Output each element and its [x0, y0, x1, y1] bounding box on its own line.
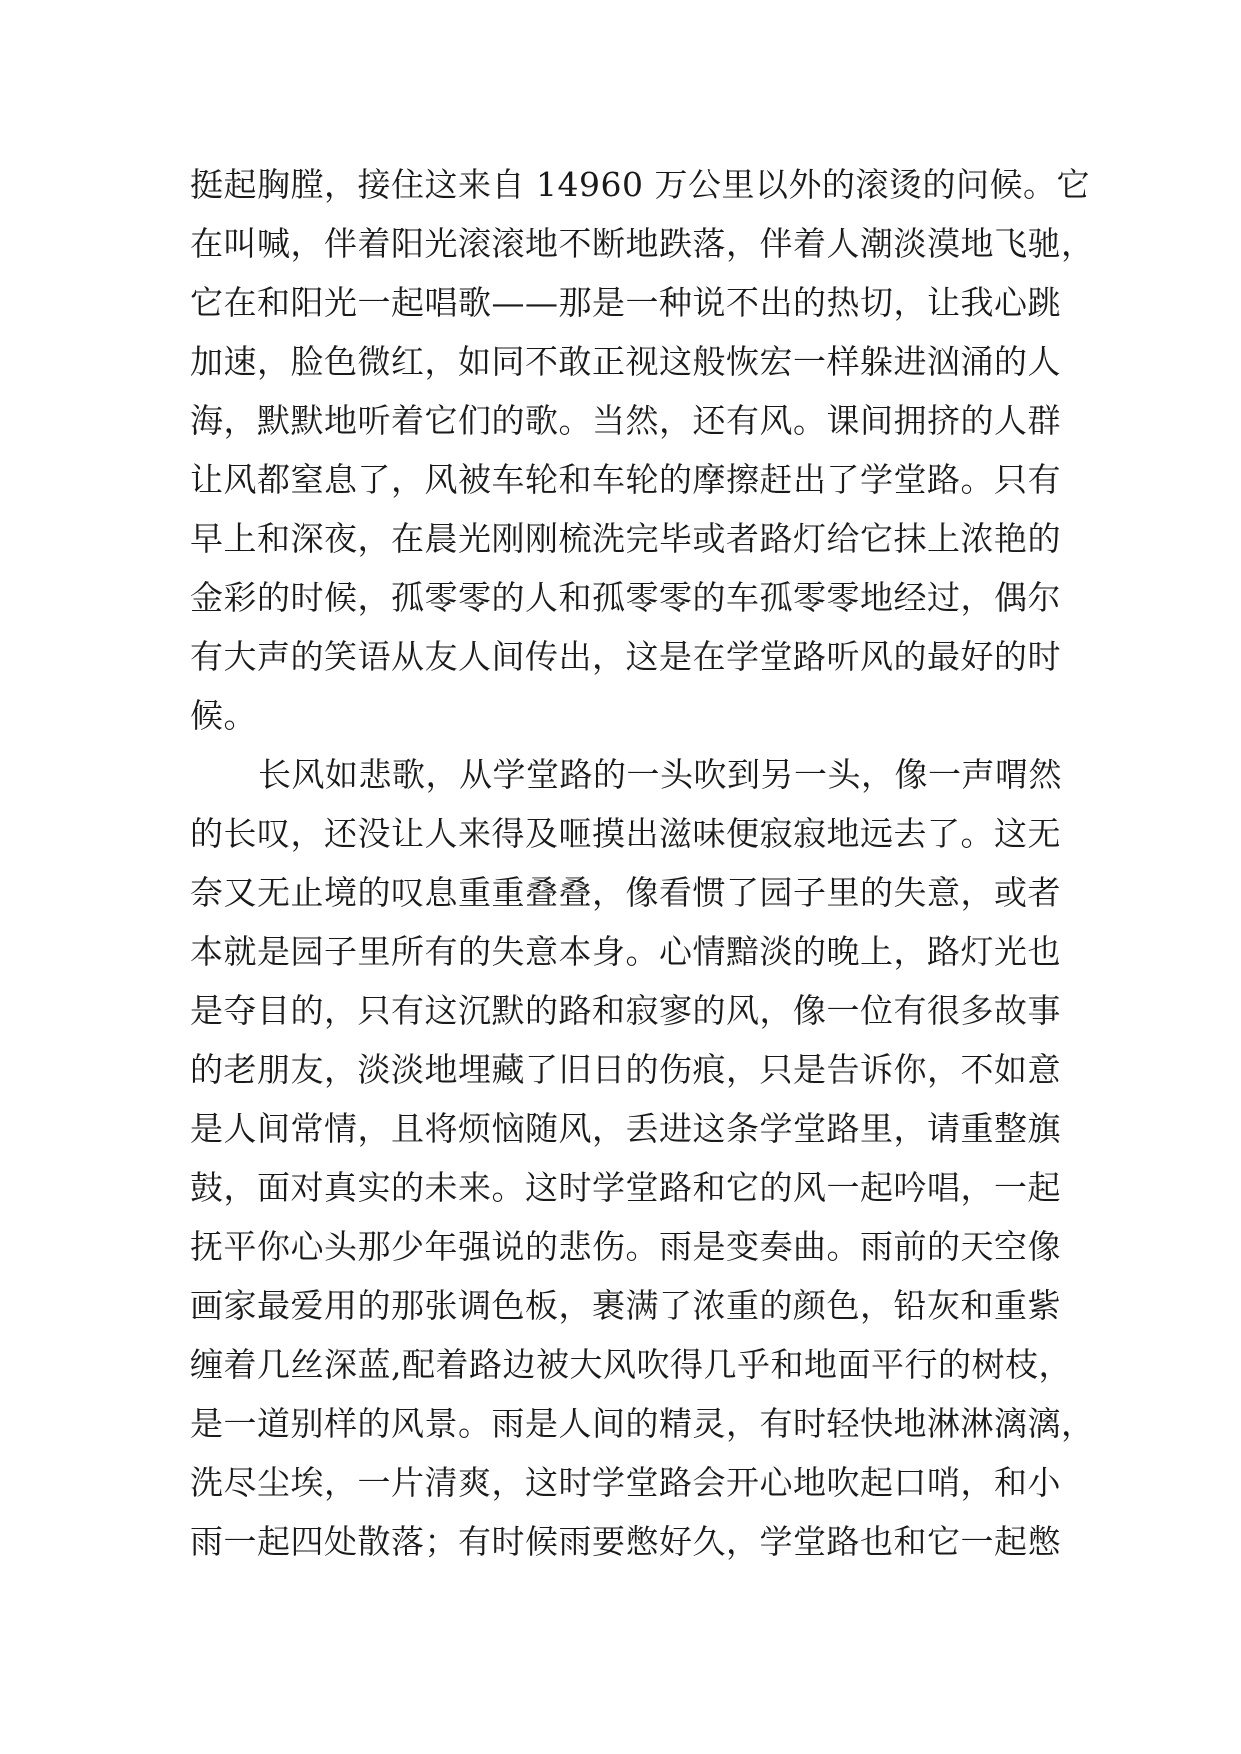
text-line: 有大声的笑语从友人间传出，这是在学堂路听风的最好的时 — [190, 637, 1061, 676]
text-line: 长风如悲歌，从学堂路的一头吹到另一头，像一声喟然 — [258, 755, 1062, 794]
text-line: 缠着几丝深蓝,配着路边被大风吹得几乎和地面平行的树枝， — [190, 1345, 1072, 1384]
text-line: 是一道别样的风景。雨是人间的精灵，有时轻快地淋淋漓漓， — [190, 1404, 1095, 1443]
text-line: 早上和深夜，在晨光刚刚梳洗完毕或者路灯给它抹上浓艳的 — [190, 519, 1061, 558]
text-line: 的长叹，还没让人来得及咂摸出滋味便寂寂地远去了。这无 — [190, 814, 1061, 853]
text-line: 本就是园子里所有的失意本身。心情黯淡的晚上，路灯光也 — [190, 932, 1061, 971]
text-line: 它在和阳光一起唱歌——那是一种说不出的热切，让我心跳 — [190, 283, 1061, 322]
text-line: 洗尽尘埃，一片清爽，这时学堂路会开心地吹起口哨，和小 — [190, 1463, 1061, 1502]
text-line: 画家最爱用的那张调色板，裹满了浓重的颜色，铅灰和重紫 — [190, 1286, 1061, 1325]
text-line: 鼓，面对真实的未来。这时学堂路和它的风一起吟唱，一起 — [190, 1168, 1061, 1207]
text-line: 加速，脸色微红，如同不敢正视这般恢宏一样躲进汹涌的人 — [190, 342, 1061, 381]
text-line: 的老朋友，淡淡地埋藏了旧日的伤痕，只是告诉你，不如意 — [190, 1050, 1061, 1089]
text-line: 是人间常情，且将烦恼随风，丢进这条学堂路里，请重整旗 — [190, 1109, 1061, 1148]
text-line: 让风都窒息了，风被车轮和车轮的摩擦赶出了学堂路。只有 — [190, 460, 1061, 499]
text-line: 雨一起四处散落；有时候雨要憋好久，学堂路也和它一起憋 — [190, 1522, 1061, 1561]
text-line: 挺起胸膛，接住这来自 14960 万公里以外的滚烫的问候。它 — [190, 165, 1090, 204]
text-line: 候。 — [190, 696, 257, 735]
paragraph — [190, 745, 1095, 1571]
body-text — [190, 155, 1095, 1571]
text-line: 抚平你心头那少年强说的悲伤。雨是变奏曲。雨前的天空像 — [190, 1227, 1061, 1266]
text-line: 奈又无止境的叹息重重叠叠，像看惯了园子里的失意，或者 — [190, 873, 1061, 912]
text-line: 在叫喊，伴着阳光滚滚地不断地跌落，伴着人潮淡漠地飞驰， — [190, 224, 1095, 263]
text-line: 海，默默地听着它们的歌。当然，还有风。课间拥挤的人群 — [190, 401, 1061, 440]
paragraph — [190, 155, 1095, 745]
text-line: 是夺目的，只有这沉默的路和寂寥的风，像一位有很多故事 — [190, 991, 1061, 1030]
text-line: 金彩的时候，孤零零的人和孤零零的车孤零零地经过，偶尔 — [190, 578, 1061, 617]
